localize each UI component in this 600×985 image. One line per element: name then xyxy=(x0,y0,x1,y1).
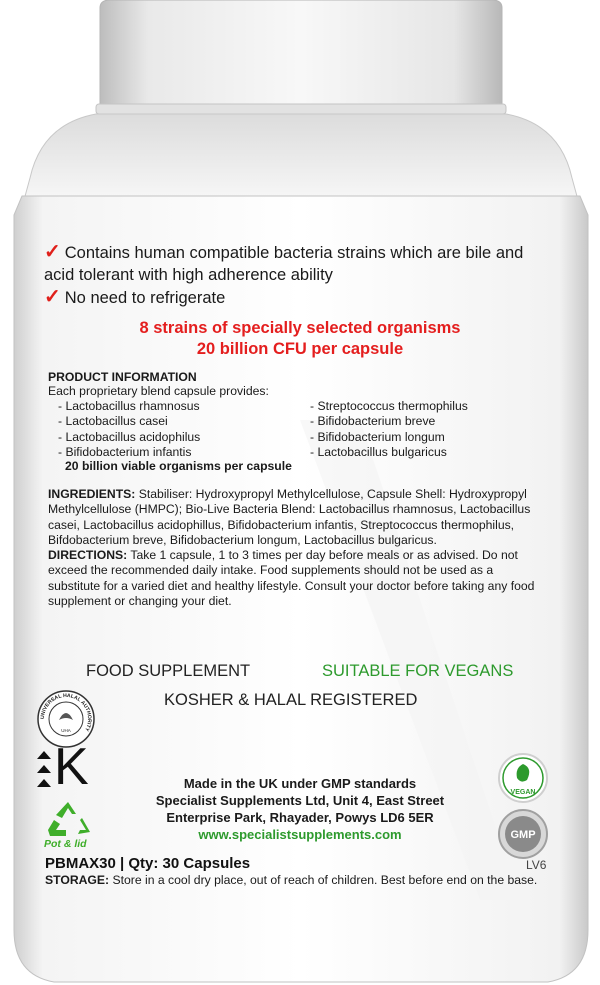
directions-label: DIRECTIONS: xyxy=(48,548,128,562)
claim-no-refrigerate xyxy=(44,286,225,309)
kosher-k-letter: K xyxy=(54,738,89,796)
recycle-caption: Pot & lid xyxy=(44,838,87,850)
strain-item: - Lactobacillus acidophilus xyxy=(58,429,201,444)
claim-1-line2: acid tolerant with high adherence ability xyxy=(44,266,333,284)
maker-line1: Made in the UK under GMP standards xyxy=(183,776,417,791)
halal-ring-text: UNIVERSAL HALAL AUTHORITY xyxy=(39,692,93,733)
maker-line2: Specialist Supplements Ltd, Unit 4, East Street xyxy=(155,793,445,808)
directions-line1: Take 1 capsule, 1 to 3 times per day before meals or as advised. Do not xyxy=(130,548,518,562)
storage-label: STORAGE: xyxy=(45,873,110,887)
directions-line3: substitute for a varied diet and healthy lifestyle. Consult your doctor before taking any food xyxy=(48,578,535,593)
maker-website-link[interactable]: www.specialistsupplements.com xyxy=(198,827,402,842)
strain-item: - Bifidobacterium breve xyxy=(310,414,436,429)
check-icon: ✓ xyxy=(44,286,61,308)
check-icon: ✓ xyxy=(44,241,61,263)
claim-1-line1: Contains human compatible bacteria strains which are bile and xyxy=(64,244,524,262)
ingredients-block xyxy=(48,487,558,548)
ingredients-line1: Stabiliser: Hydroxypropyl Methylcellulose, Capsule Shell: Hydroxypropyl xyxy=(138,487,527,501)
sku-quantity: PBMAX30 | Qty: 30 Capsules xyxy=(45,855,251,872)
claim-2-text: No need to refrigerate xyxy=(64,289,226,307)
strain-item: - Bifidobacterium infantis xyxy=(58,444,192,459)
strain-item: - Bifidobacterium longum xyxy=(310,429,445,444)
gmp-badge-text: GMP xyxy=(510,829,536,841)
ingredients-label: INGREDIENTS: xyxy=(48,487,136,501)
directions-line4: supplement or changing your diet. xyxy=(48,593,232,608)
strain-item: - Lactobacillus casei xyxy=(58,414,168,429)
ingredients-line2: Methylcellulose (HMPC); Bio-Live Bacteria Blend: Lactobacillus rhamnosus, Lactobacillus xyxy=(48,502,531,517)
storage-text: Store in a cool dry place, out of reach of children. Best before end on the base. xyxy=(112,873,538,887)
kosher-halal-label: KOSHER & HALAL REGISTERED xyxy=(164,691,418,709)
directions-line2: exceed the recommended daily intake. Food supplements should not be used as a xyxy=(48,563,494,578)
strain-list-right xyxy=(310,399,468,460)
claim-bile-acid xyxy=(44,241,523,286)
food-supplement-label: FOOD SUPPLEMENT xyxy=(86,662,251,680)
strain-item: - Lactobacillus rhamnosus xyxy=(58,399,200,413)
strain-item: - Streptococcus thermophilus xyxy=(310,399,468,413)
headline-strains: 8 strains of specially selected organisms xyxy=(139,319,461,337)
strain-list-left xyxy=(58,399,200,460)
strain-item: - Lactobacillus bulgaricus xyxy=(310,444,447,459)
ingredients-line4: Bifdobacterium breve, Bifidobacterium longum, Lactobacillus bulgaricus. xyxy=(48,532,437,547)
ingredients-line3: casei, Lactobacillus acidophillus, Bifidobacterium infantis, Streptococcus thermophilus, xyxy=(48,517,515,532)
vegan-badge-text: VEGAN xyxy=(510,789,536,796)
vegan-badge-icon xyxy=(497,752,549,804)
halal-sub-text: UHA xyxy=(61,728,71,733)
lot-code: LV6 xyxy=(526,858,547,872)
headline-cfu: 20 billion CFU per capsule xyxy=(196,340,404,358)
product-info-heading: PRODUCT INFORMATION xyxy=(48,370,197,384)
product-info-intro: Each proprietary blend capsule provides: xyxy=(48,384,269,398)
gmp-badge-icon xyxy=(497,808,549,860)
maker-line3: Enterprise Park, Rhayader, Powys LD6 5ER xyxy=(166,810,434,825)
vegan-suitability-label: SUITABLE FOR VEGANS xyxy=(322,662,514,680)
directions-block xyxy=(48,548,558,609)
viable-organisms-total: 20 billion viable organisms per capsule xyxy=(65,459,292,473)
storage-line xyxy=(45,873,565,888)
